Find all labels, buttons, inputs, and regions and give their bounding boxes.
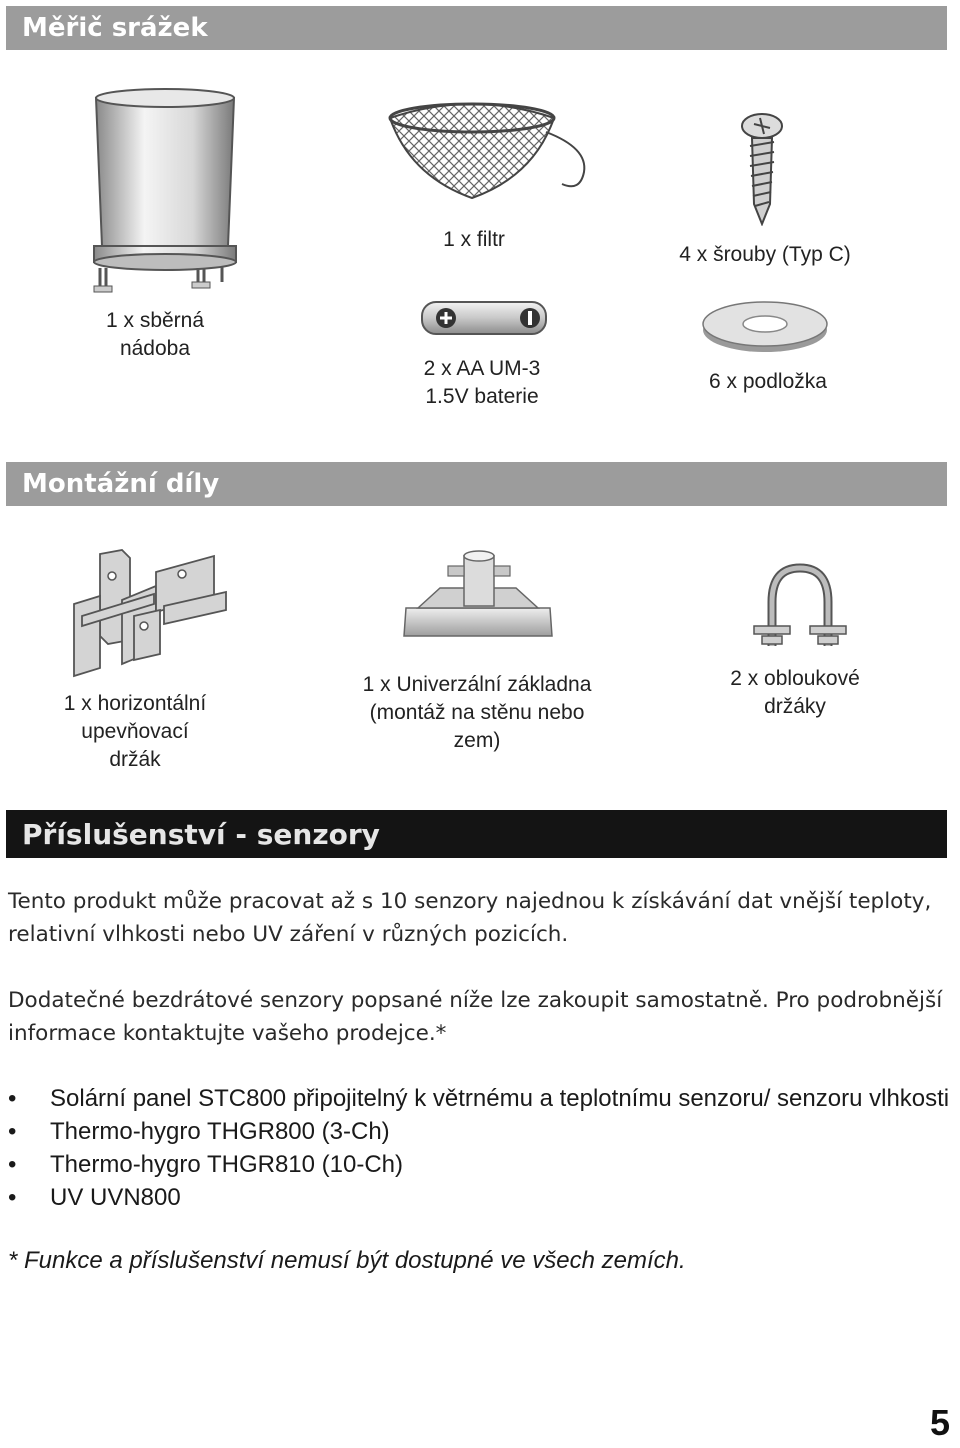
screws-caption: 4 x šrouby (Typ C) [679,243,851,266]
sensor-list [8,1082,953,1214]
bullet-icon: • [8,1151,17,1178]
horizontal-bracket-image [64,546,234,680]
universal-base-caption: 1 x Univerzální základna (montáž na stěnu nebo zem) [362,673,592,752]
list-item [8,1181,953,1214]
bullet-icon: • [8,1085,17,1112]
collector-image [86,86,244,298]
purchase-paragraph: Dodatečné bezdrátové senzory popsané níže lze zakoupit samostatně. Pro podrobnější informace kontaktujte vašeho prodejce.* [8,988,943,1046]
filter-caption: 1 x filtr [443,228,505,251]
list-item-label: Thermo-hygro THGR800 (3-Ch) [50,1118,390,1145]
battery-image [420,298,550,338]
horizontal-bracket-caption: 1 x horizontální upevňovací držák [63,692,207,771]
u-bolt-image [748,562,852,658]
page-number: 5 [929,1402,950,1443]
list-item-label: Thermo-hygro THGR810 (10-Ch) [50,1151,404,1178]
washer-image [700,296,830,356]
section-header-accessories: Příslušenství - senzory [6,810,947,858]
bullet-icon: • [8,1118,17,1145]
intro-paragraph: Tento produkt může pracovat až s 10 senzory najednou k získávání dat vnější teploty, relativní vlhkosti nebo UV záření v různých pozicích. [8,889,932,947]
list-item-label: Solární panel STC800 připojitelný k větrnému a teplotnímu senzoru/ senzoru vlhkosti [50,1085,950,1112]
footnote: * Funkce a příslušenství nemusí být dostupné ve všech zemích. [8,1247,686,1274]
section-header-rain-gauge: Měřič srážek [6,6,947,50]
section-header-mounting: Montážní díly [6,462,947,506]
list-item [8,1115,953,1148]
washers-caption: 6 x podložka [709,370,827,393]
collector-caption: 1 x sběrná nádoba [105,309,205,360]
filter-image [384,96,594,204]
batteries-caption: 2 x AA UM-3 1.5V baterie [423,357,541,408]
list-item-label: UV UVN800 [50,1184,181,1211]
universal-base-image [400,548,556,644]
u-bolts-caption: 2 x obloukové držáky [730,667,860,718]
list-item [8,1082,953,1115]
list-item [8,1148,953,1181]
bullet-icon: • [8,1184,17,1211]
screw-image [738,112,786,226]
